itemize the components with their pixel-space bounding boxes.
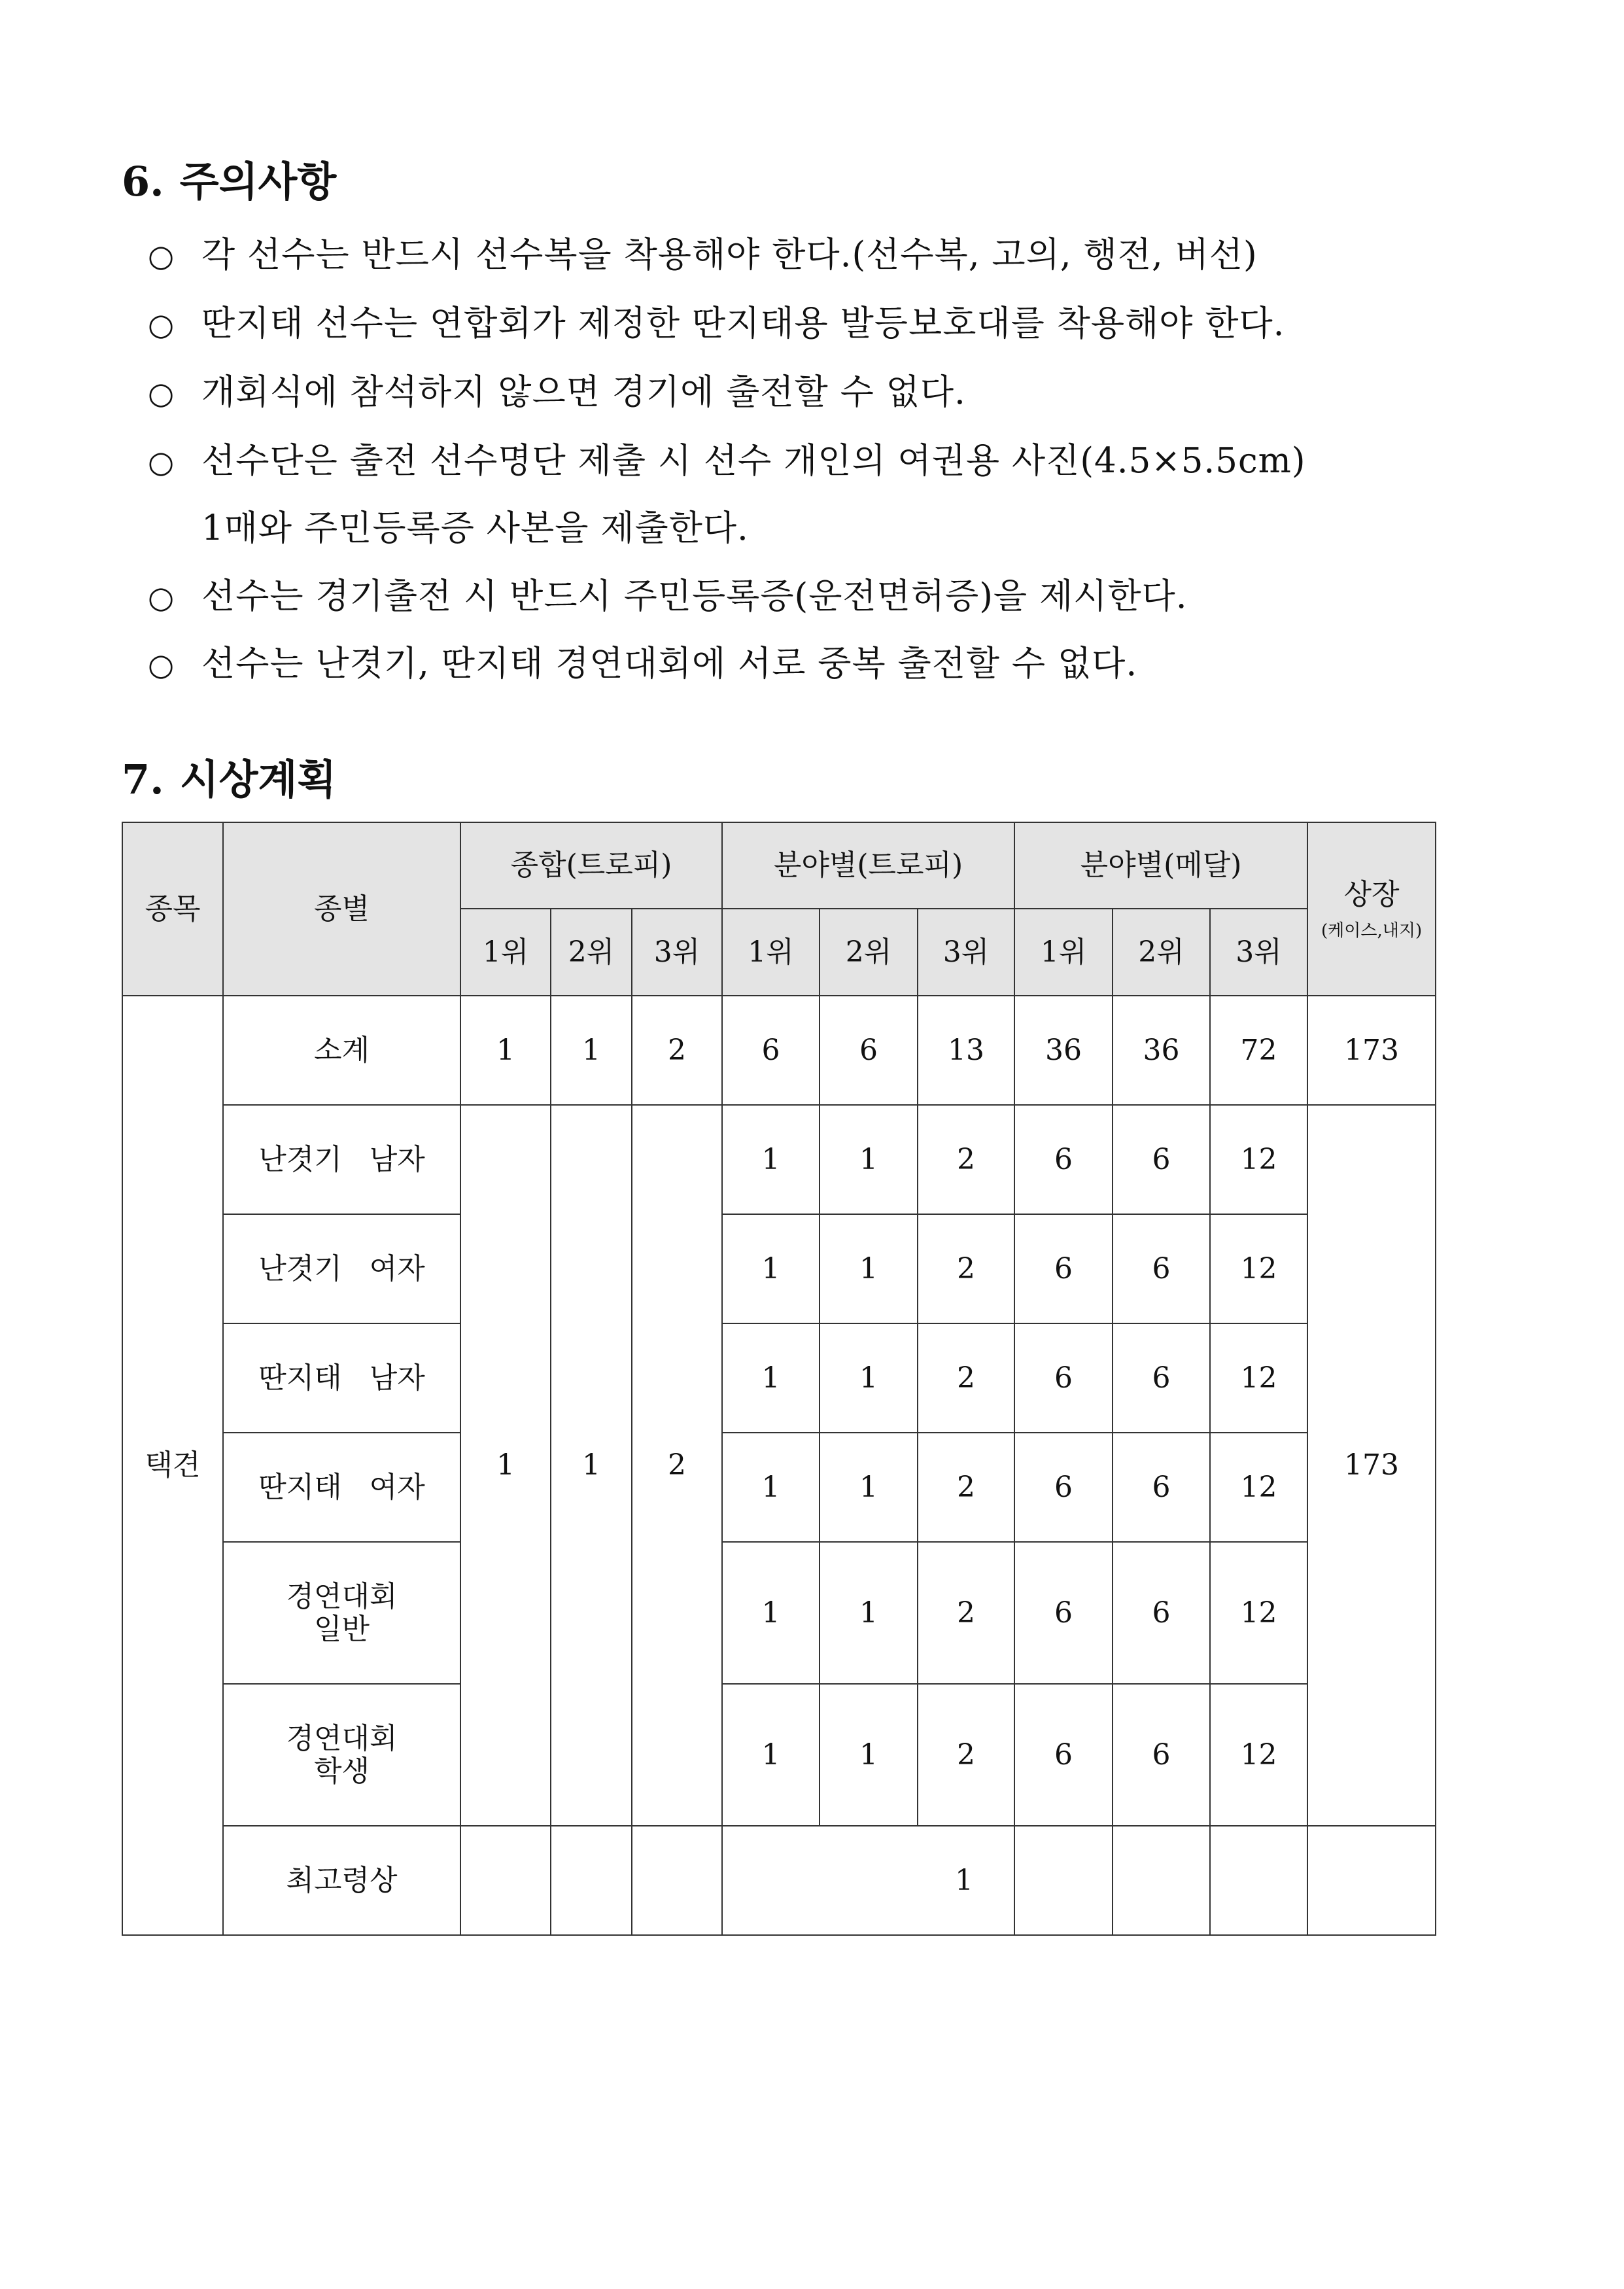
cell: 2 xyxy=(918,1433,1014,1542)
cell: 6 xyxy=(722,996,820,1105)
rank-header: 1위 xyxy=(460,909,551,996)
cell: 1 xyxy=(722,1542,820,1684)
category-gender: 남자 xyxy=(369,1361,425,1395)
cell: 6 xyxy=(1113,1433,1210,1542)
header-overall-trophy: 종합(트로피) xyxy=(460,822,722,909)
cell: 12 xyxy=(1210,1214,1307,1323)
circle-bullet-icon: ○ xyxy=(148,580,175,615)
header-field-trophy: 분야별(트로피) xyxy=(722,822,1014,909)
rank-header: 3위 xyxy=(1210,909,1307,996)
notice-text: 선수는 경기출전 시 반드시 주민등록증(운전면허증)을 제시한다. xyxy=(201,576,1188,616)
cell: 2 xyxy=(918,1323,1014,1433)
circle-bullet-icon: ○ xyxy=(148,376,175,411)
notice-item xyxy=(148,301,1285,347)
category-name: 경연대회 xyxy=(286,1721,398,1755)
oldest-award-label: 최고령상 xyxy=(223,1826,460,1935)
table-row xyxy=(122,1542,1436,1684)
category-name: 난겻기 xyxy=(258,1251,342,1285)
cell: 1 xyxy=(820,1433,918,1542)
event-cell: 택견 xyxy=(122,996,223,1935)
notice-text: 개회식에 참석하지 않으면 경기에 출전할 수 없다. xyxy=(201,372,966,412)
category-name: 난겻기 xyxy=(258,1142,342,1176)
cell: 6 xyxy=(1113,1542,1210,1684)
cell: 6 xyxy=(1014,1542,1113,1684)
table-row xyxy=(122,1684,1436,1826)
merged-overall-1st: 1 xyxy=(460,1105,551,1826)
notice-text: 딴지태 선수는 연합회가 제정한 딴지태용 발등보호대를 착용해야 한다. xyxy=(201,304,1285,343)
cell: 6 xyxy=(1014,1684,1113,1826)
circle-bullet-icon: ○ xyxy=(148,647,175,682)
cell: 2 xyxy=(918,1105,1014,1214)
cell: 6 xyxy=(820,996,918,1105)
cell: 2 xyxy=(918,1542,1014,1684)
cell: 12 xyxy=(1210,1684,1307,1826)
oldest-award-field-trophy: 1 xyxy=(722,1826,1014,1935)
cell: 2 xyxy=(918,1684,1014,1826)
certificate-note: (케이스,내지) xyxy=(1321,920,1423,941)
oldest-award-row xyxy=(122,1826,1436,1935)
notice-item xyxy=(148,232,1258,279)
notice-item xyxy=(148,370,966,416)
category-gender: 남자 xyxy=(369,1142,425,1176)
cell: 1 xyxy=(722,1684,820,1826)
cell: 6 xyxy=(1014,1214,1113,1323)
category-cell xyxy=(223,1684,460,1826)
cell: 1 xyxy=(722,1214,820,1323)
header-certificate xyxy=(1307,822,1436,996)
table-row xyxy=(122,1105,1436,1214)
rank-header: 1위 xyxy=(722,909,820,996)
section-6-title: 주의사항 xyxy=(179,158,337,205)
empty-cell xyxy=(632,1826,722,1935)
cell: 12 xyxy=(1210,1433,1307,1542)
section-6-heading xyxy=(122,156,336,208)
subtotal-label: 소계 xyxy=(223,996,460,1105)
rank-header: 2위 xyxy=(820,909,918,996)
cell: 6 xyxy=(1113,1105,1210,1214)
cell: 13 xyxy=(918,996,1014,1105)
cell: 1 xyxy=(820,1214,918,1323)
notice-item-continuation xyxy=(201,506,749,551)
table-row xyxy=(122,1323,1436,1433)
empty-cell xyxy=(1113,1826,1210,1935)
notice-item xyxy=(148,641,1137,688)
category-cell xyxy=(223,1323,460,1433)
header-field-medal: 분야별(메달) xyxy=(1014,822,1307,909)
cell: 6 xyxy=(1113,1684,1210,1826)
cell: 6 xyxy=(1014,1433,1113,1542)
empty-cell xyxy=(1307,1826,1436,1935)
category-cell xyxy=(223,1433,460,1542)
notice-item xyxy=(148,438,1306,485)
header-event: 종목 xyxy=(122,822,223,996)
header-category: 종별 xyxy=(223,822,460,996)
rank-header: 2위 xyxy=(1113,909,1210,996)
cell: 12 xyxy=(1210,1542,1307,1684)
category-cell xyxy=(223,1214,460,1323)
table-row xyxy=(122,1433,1436,1542)
cell: 6 xyxy=(1113,1323,1210,1433)
category-cell xyxy=(223,1542,460,1684)
cell: 6 xyxy=(1014,1105,1113,1214)
notice-text: 1매와 주민등록증 사본을 제출한다. xyxy=(201,508,749,548)
category-cell xyxy=(223,1105,460,1214)
notice-text: 선수단은 출전 선수명단 제출 시 선수 개인의 여권용 사진(4.5×5.5cm) xyxy=(201,441,1306,481)
cell: 1 xyxy=(722,1433,820,1542)
category-type: 일반 xyxy=(313,1612,370,1646)
category-name: 경연대회 xyxy=(286,1579,398,1613)
section-7-number: 7. xyxy=(122,756,164,803)
cell: 36 xyxy=(1113,996,1210,1105)
section-7-heading xyxy=(122,754,336,806)
cell: 2 xyxy=(632,996,722,1105)
subtotal-row xyxy=(122,996,1436,1105)
circle-bullet-icon: ○ xyxy=(148,444,175,480)
cell: 1 xyxy=(460,996,551,1105)
category-gender: 여자 xyxy=(369,1251,425,1285)
rank-header: 1위 xyxy=(1014,909,1113,996)
cell: 1 xyxy=(551,996,632,1105)
empty-cell xyxy=(551,1826,632,1935)
certificate-label: 상장 xyxy=(1343,877,1400,911)
category-name: 딴지태 xyxy=(258,1470,342,1504)
circle-bullet-icon: ○ xyxy=(148,238,175,273)
cell: 1 xyxy=(820,1684,918,1826)
cell: 6 xyxy=(1113,1214,1210,1323)
notice-text: 각 선수는 반드시 선수복을 착용해야 한다.(선수복, 고의, 행전, 버선) xyxy=(201,235,1258,275)
notice-text: 선수는 난겻기, 딴지태 경연대회에 서로 중복 출전할 수 없다. xyxy=(201,644,1138,684)
cell: 6 xyxy=(1014,1323,1113,1433)
section-7-title: 시상계획 xyxy=(179,756,337,803)
cell: 1 xyxy=(820,1105,918,1214)
merged-overall-3rd: 2 xyxy=(632,1105,722,1826)
cell: 173 xyxy=(1307,996,1436,1105)
cell: 12 xyxy=(1210,1323,1307,1433)
notice-item xyxy=(148,574,1188,620)
empty-cell xyxy=(460,1826,551,1935)
cell: 36 xyxy=(1014,996,1113,1105)
rank-header: 2위 xyxy=(551,909,632,996)
cell: 72 xyxy=(1210,996,1307,1105)
empty-cell xyxy=(1014,1826,1113,1935)
rank-header: 3위 xyxy=(918,909,1014,996)
section-6-number: 6. xyxy=(122,158,164,205)
merged-certificate: 173 xyxy=(1307,1105,1436,1826)
table-row xyxy=(122,1214,1436,1323)
cell: 1 xyxy=(722,1105,820,1214)
cell: 2 xyxy=(918,1214,1014,1323)
cell: 1 xyxy=(820,1542,918,1684)
rank-header: 3위 xyxy=(632,909,722,996)
category-type: 학생 xyxy=(313,1754,370,1788)
cell: 12 xyxy=(1210,1105,1307,1214)
header-row-1 xyxy=(122,822,1436,909)
merged-overall-2nd: 1 xyxy=(551,1105,632,1826)
category-name: 딴지태 xyxy=(258,1361,342,1395)
cell: 1 xyxy=(820,1323,918,1433)
awards-table xyxy=(122,822,1436,1936)
category-gender: 여자 xyxy=(369,1470,425,1504)
empty-cell xyxy=(1210,1826,1307,1935)
circle-bullet-icon: ○ xyxy=(148,307,175,342)
cell: 1 xyxy=(722,1323,820,1433)
